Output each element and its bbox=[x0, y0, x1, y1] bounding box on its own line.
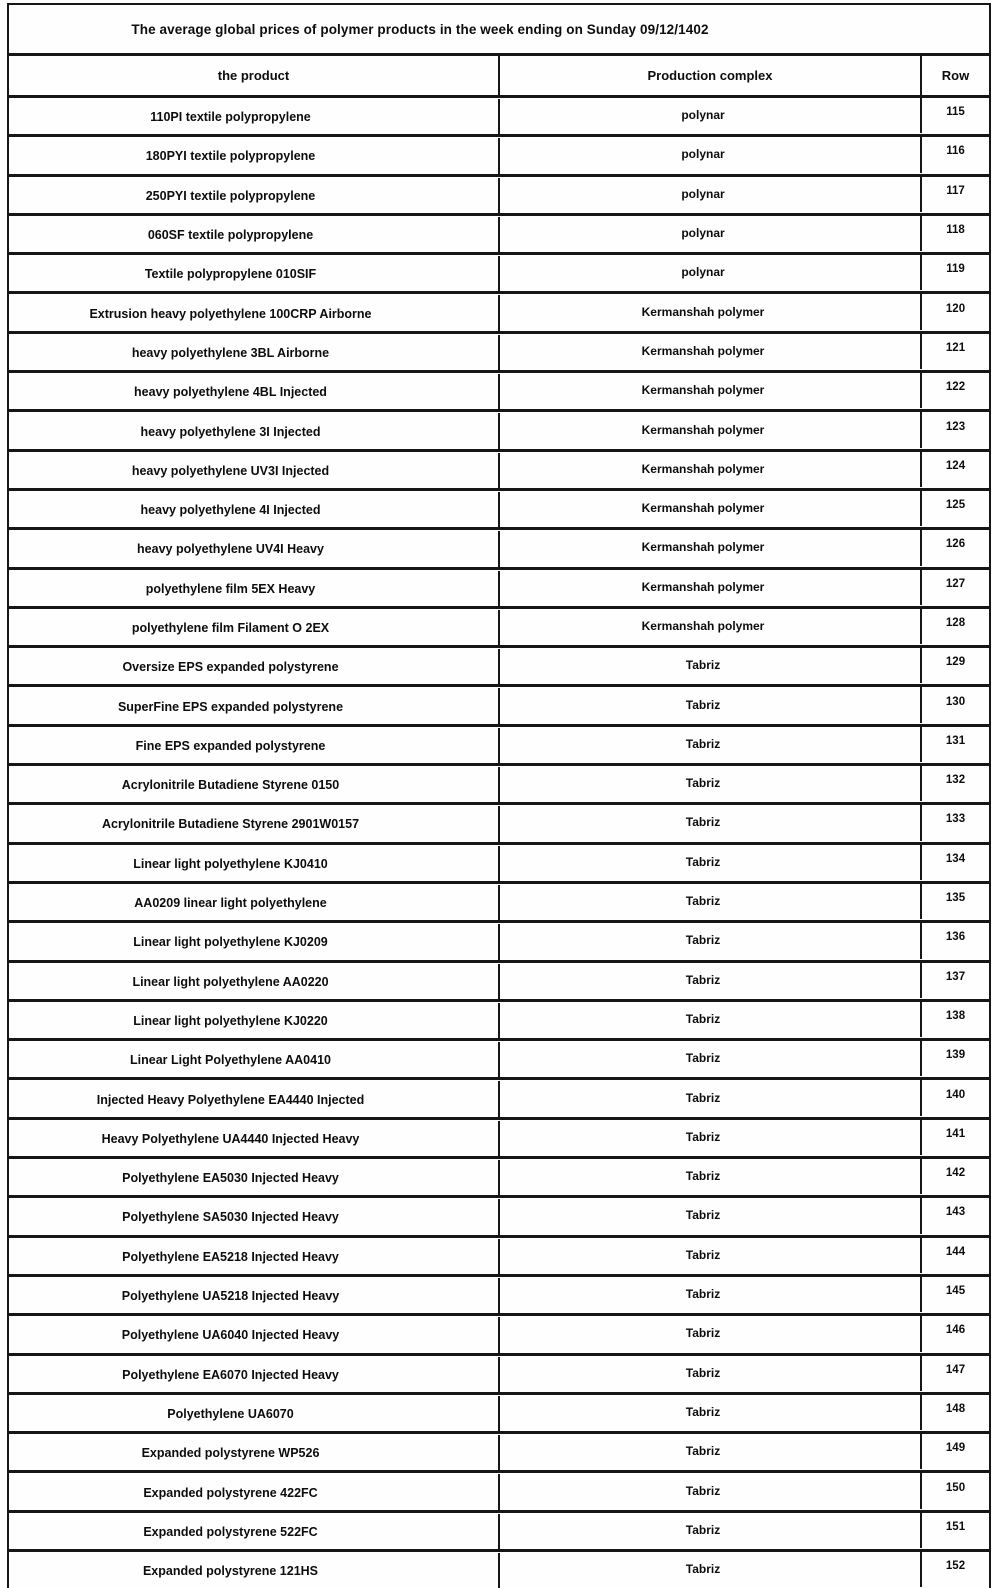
row-number-cell: 126 bbox=[945, 538, 966, 551]
production-complex-cell: Tabriz bbox=[500, 1197, 922, 1233]
product-name-cell: Polyethylene UA6040 Injected Heavy bbox=[9, 1317, 500, 1353]
production-complex-cell: Tabriz bbox=[500, 1040, 922, 1076]
row-number-cell: 138 bbox=[945, 1009, 966, 1022]
row-number-cell: 133 bbox=[945, 813, 966, 826]
product-name-cell: heavy polyethylene UV3I Injected bbox=[9, 453, 500, 489]
table-row bbox=[9, 255, 989, 294]
product-name-cell: heavy polyethylene 3BL Airborne bbox=[9, 335, 500, 371]
row-number-cell: 148 bbox=[945, 1402, 966, 1415]
production-complex-cell: Tabriz bbox=[500, 1551, 922, 1587]
table-body bbox=[9, 98, 989, 1588]
row-number-cell: 116 bbox=[946, 145, 965, 158]
production-complex-cell: Kermanshah polymer bbox=[500, 333, 922, 369]
table-row bbox=[9, 1277, 989, 1316]
production-complex-cell: Tabriz bbox=[500, 1079, 922, 1115]
table-row bbox=[9, 1395, 989, 1434]
column-header-row-number: Row bbox=[941, 68, 970, 83]
table-row bbox=[9, 805, 989, 844]
product-name-cell: Polyethylene EA6070 Injected Heavy bbox=[9, 1357, 500, 1393]
row-number-cell: 125 bbox=[945, 499, 966, 512]
row-number-cell: 123 bbox=[945, 420, 966, 433]
table-row bbox=[9, 687, 989, 726]
row-number-cell: 146 bbox=[945, 1324, 966, 1337]
row-number-cell: 151 bbox=[945, 1520, 966, 1533]
table-row bbox=[9, 727, 989, 766]
product-name-cell: heavy polyethylene 4I Injected bbox=[9, 492, 500, 528]
row-number-cell: 149 bbox=[945, 1442, 966, 1455]
production-complex-cell: Kermanshah polymer bbox=[500, 451, 922, 487]
table-row bbox=[9, 609, 989, 648]
table-row bbox=[9, 963, 989, 1002]
production-complex-cell: Kermanshah polymer bbox=[500, 569, 922, 605]
product-name-cell: Expanded polystyrene 121HS bbox=[9, 1553, 500, 1588]
table-row bbox=[9, 923, 989, 962]
table-row bbox=[9, 1316, 989, 1355]
production-complex-cell: Tabriz bbox=[500, 1433, 922, 1469]
row-number-cell: 124 bbox=[945, 459, 966, 472]
product-name-cell: 250PYI textile polypropylene bbox=[9, 178, 500, 214]
product-name-cell: AA0209 linear light polyethylene bbox=[9, 885, 500, 921]
production-complex-cell: Kermanshah polymer bbox=[500, 411, 922, 447]
table-row bbox=[9, 648, 989, 687]
row-number-cell: 115 bbox=[946, 106, 965, 119]
production-complex-cell: polynar bbox=[500, 97, 922, 133]
table-row bbox=[9, 216, 989, 255]
product-name-cell: Acrylonitrile Butadiene Styrene 2901W0157 bbox=[9, 806, 500, 842]
production-complex-cell: Tabriz bbox=[500, 1237, 922, 1273]
table-row bbox=[9, 570, 989, 609]
table-header-row bbox=[9, 56, 989, 98]
product-name-cell: 110PI textile polypropylene bbox=[9, 99, 500, 135]
row-number-cell: 131 bbox=[945, 734, 966, 747]
product-name-cell: Fine EPS expanded polystyrene bbox=[9, 728, 500, 764]
product-name-cell: polyethylene film Filament O 2EX bbox=[9, 610, 500, 646]
production-complex-cell: Tabriz bbox=[500, 1119, 922, 1155]
product-name-cell: polyethylene film 5EX Heavy bbox=[9, 571, 500, 607]
table-row bbox=[9, 1080, 989, 1119]
row-number-cell: 144 bbox=[945, 1245, 966, 1258]
product-name-cell: Polyethylene UA6070 bbox=[9, 1396, 500, 1432]
production-complex-cell: Kermanshah polymer bbox=[500, 490, 922, 526]
production-complex-cell: Tabriz bbox=[500, 726, 922, 762]
production-complex-cell: Tabriz bbox=[500, 765, 922, 801]
table-row bbox=[9, 766, 989, 805]
row-number-cell: 139 bbox=[945, 1049, 966, 1062]
row-number-cell: 135 bbox=[945, 892, 966, 905]
product-name-cell: SuperFine EPS expanded polystyrene bbox=[9, 688, 500, 724]
product-name-cell: heavy polyethylene 3I Injected bbox=[9, 413, 500, 449]
product-name-cell: Linear Light Polyethylene AA0410 bbox=[9, 1042, 500, 1078]
table-row bbox=[9, 491, 989, 530]
table-row bbox=[9, 177, 989, 216]
row-number-cell: 134 bbox=[945, 852, 966, 865]
production-complex-cell: Tabriz bbox=[500, 1472, 922, 1508]
production-complex-cell: Tabriz bbox=[500, 686, 922, 722]
production-complex-cell: Kermanshah polymer bbox=[500, 608, 922, 644]
table-row bbox=[9, 1198, 989, 1237]
table-row bbox=[9, 884, 989, 923]
product-name-cell: Linear light polyethylene AA0220 bbox=[9, 964, 500, 1000]
row-number-cell: 130 bbox=[945, 695, 966, 708]
row-number-cell: 121 bbox=[945, 341, 966, 354]
table-row bbox=[9, 1513, 989, 1552]
table-row bbox=[9, 1552, 989, 1588]
production-complex-cell: Tabriz bbox=[500, 844, 922, 880]
product-name-cell: Oversize EPS expanded polystyrene bbox=[9, 649, 500, 685]
product-name-cell: heavy polyethylene UV4I Heavy bbox=[9, 531, 500, 567]
row-number-cell: 152 bbox=[945, 1560, 966, 1573]
row-number-cell: 128 bbox=[945, 617, 966, 629]
table-row bbox=[9, 1238, 989, 1277]
production-complex-cell: Tabriz bbox=[500, 1001, 922, 1037]
table-row bbox=[9, 452, 989, 491]
production-complex-cell: Tabriz bbox=[500, 1276, 922, 1312]
row-number-cell: 137 bbox=[945, 970, 966, 983]
production-complex-cell: Tabriz bbox=[500, 1315, 922, 1351]
table-row bbox=[9, 373, 989, 412]
product-name-cell: Injected Heavy Polyethylene EA4440 Injected bbox=[9, 1081, 500, 1117]
production-complex-cell: Tabriz bbox=[500, 883, 922, 919]
row-number-cell: 117 bbox=[946, 184, 965, 197]
product-name-cell: Linear light polyethylene KJ0209 bbox=[9, 924, 500, 960]
production-complex-cell: Tabriz bbox=[500, 1394, 922, 1430]
table-row bbox=[9, 137, 989, 176]
table-row bbox=[9, 412, 989, 451]
column-header-production-complex: Production complex bbox=[500, 56, 922, 95]
production-complex-cell: Tabriz bbox=[500, 1355, 922, 1391]
production-complex-cell: polynar bbox=[500, 254, 922, 290]
row-number-cell: 119 bbox=[946, 263, 965, 276]
table-row bbox=[9, 845, 989, 884]
product-name-cell: 060SF textile polypropylene bbox=[9, 217, 500, 253]
table-row bbox=[9, 1473, 989, 1512]
production-complex-cell: Kermanshah polymer bbox=[500, 293, 922, 329]
row-number-cell: 142 bbox=[945, 1167, 966, 1180]
product-name-cell: Expanded polystyrene 422FC bbox=[9, 1474, 500, 1510]
product-name-cell: Extrusion heavy polyethylene 100CRP Airborne bbox=[9, 295, 500, 331]
row-number-cell: 140 bbox=[945, 1088, 966, 1101]
row-number-cell: 136 bbox=[945, 931, 966, 944]
product-name-cell: Linear light polyethylene KJ0410 bbox=[9, 846, 500, 882]
production-complex-cell: Kermanshah polymer bbox=[500, 372, 922, 408]
row-number-cell: 127 bbox=[945, 577, 966, 590]
product-name-cell: Textile polypropylene 010SIF bbox=[9, 256, 500, 292]
table-row bbox=[9, 1356, 989, 1395]
product-name-cell: Acrylonitrile Butadiene Styrene 0150 bbox=[9, 767, 500, 803]
row-number-cell: 122 bbox=[945, 381, 966, 394]
product-name-cell: Expanded polystyrene WP526 bbox=[9, 1435, 500, 1471]
production-complex-cell: Tabriz bbox=[500, 1512, 922, 1548]
row-number-cell: 150 bbox=[945, 1481, 966, 1494]
production-complex-cell: Tabriz bbox=[500, 1158, 922, 1194]
production-complex-cell: polynar bbox=[500, 136, 922, 172]
product-name-cell: 180PYI textile polypropylene bbox=[9, 138, 500, 174]
production-complex-cell: Tabriz bbox=[500, 647, 922, 683]
row-number-cell: 129 bbox=[945, 656, 966, 669]
table-row bbox=[9, 1434, 989, 1473]
product-name-cell: Linear light polyethylene KJ0220 bbox=[9, 1003, 500, 1039]
product-name-cell: heavy polyethylene 4BL Injected bbox=[9, 374, 500, 410]
row-number-cell: 141 bbox=[945, 1127, 966, 1140]
row-number-cell: 118 bbox=[946, 224, 965, 237]
product-name-cell: Expanded polystyrene 522FC bbox=[9, 1514, 500, 1550]
production-complex-cell: polynar bbox=[500, 215, 922, 251]
row-number-cell: 147 bbox=[945, 1363, 966, 1376]
production-complex-cell: polynar bbox=[500, 176, 922, 212]
table-row bbox=[9, 98, 989, 137]
production-complex-cell: Tabriz bbox=[500, 962, 922, 998]
table-row bbox=[9, 1002, 989, 1041]
table-title: The average global prices of polymer products in the week ending on Sunday 09/12/1402 bbox=[131, 21, 709, 37]
polymer-price-table bbox=[7, 3, 991, 1588]
table-row bbox=[9, 334, 989, 373]
row-number-cell: 132 bbox=[945, 774, 966, 787]
table-title-row bbox=[9, 5, 989, 56]
table-row bbox=[9, 1041, 989, 1080]
product-name-cell: Polyethylene EA5030 Injected Heavy bbox=[9, 1160, 500, 1196]
production-complex-cell: Tabriz bbox=[500, 922, 922, 958]
product-name-cell: Heavy Polyethylene UA4440 Injected Heavy bbox=[9, 1121, 500, 1157]
production-complex-cell: Kermanshah polymer bbox=[500, 529, 922, 565]
product-name-cell: Polyethylene EA5218 Injected Heavy bbox=[9, 1239, 500, 1275]
row-number-cell: 145 bbox=[945, 1285, 966, 1298]
production-complex-cell: Tabriz bbox=[500, 804, 922, 840]
row-number-cell: 120 bbox=[945, 302, 966, 315]
table-row bbox=[9, 530, 989, 569]
row-number-cell: 143 bbox=[945, 1206, 966, 1219]
product-name-cell: Polyethylene UA5218 Injected Heavy bbox=[9, 1278, 500, 1314]
table-row bbox=[9, 1159, 989, 1198]
table-row bbox=[9, 294, 989, 333]
column-header-product: the product bbox=[9, 56, 500, 95]
table-row bbox=[9, 1120, 989, 1159]
product-name-cell: Polyethylene SA5030 Injected Heavy bbox=[9, 1199, 500, 1235]
